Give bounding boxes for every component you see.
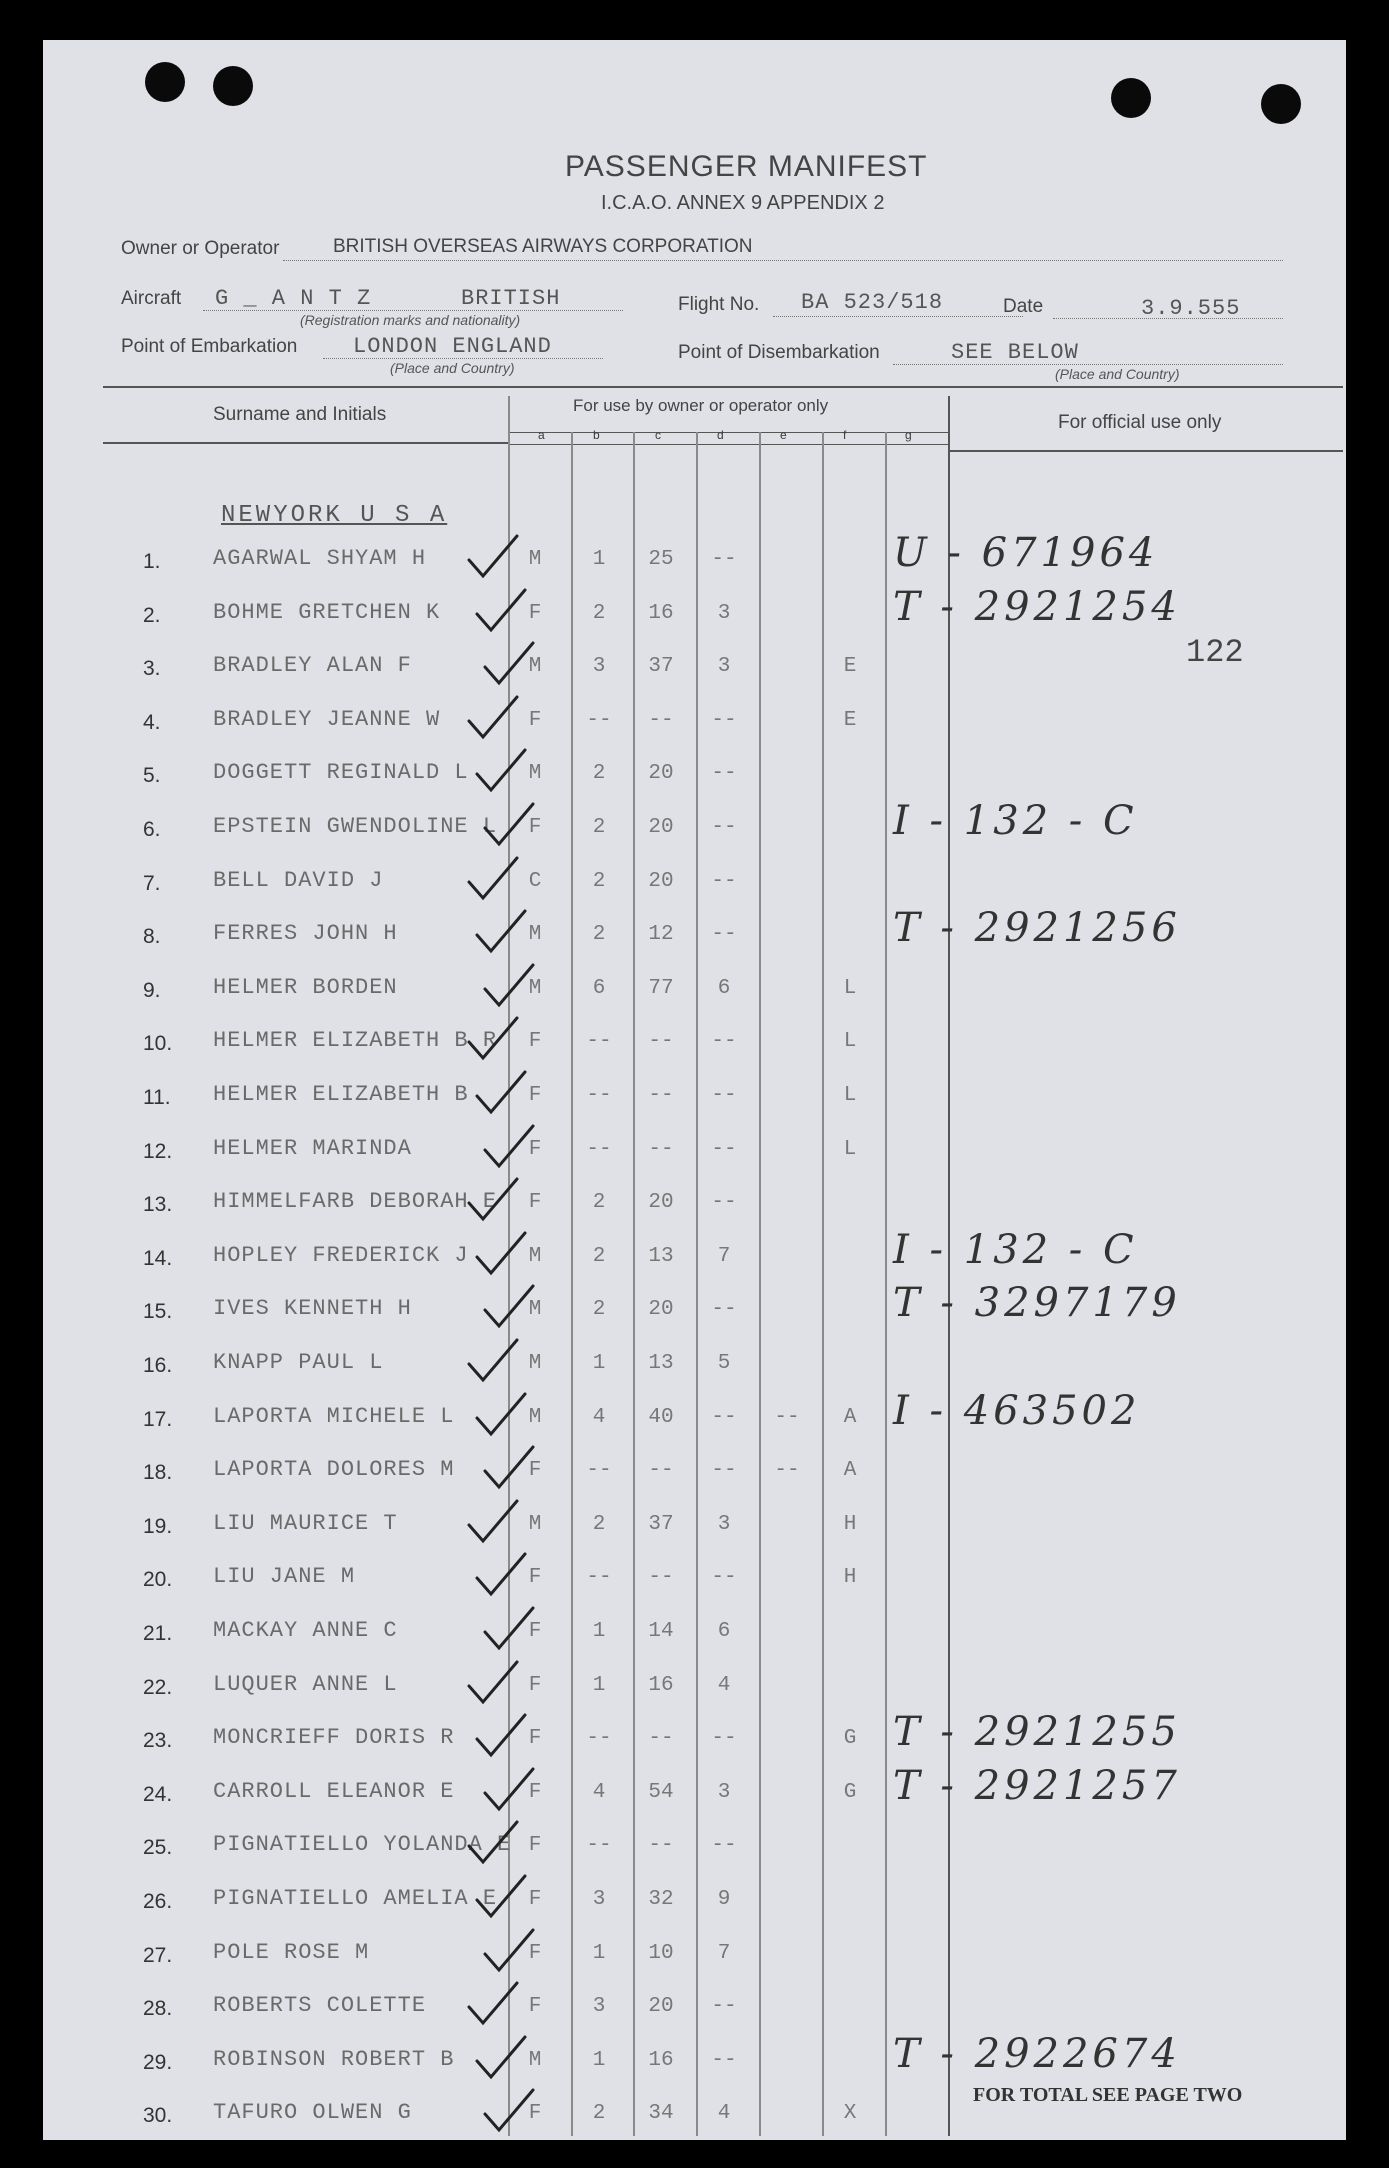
cell-b: 6 xyxy=(592,977,606,1000)
cell-c: 13 xyxy=(648,1245,674,1268)
cell-c: 16 xyxy=(648,1674,674,1697)
cell-c: 34 xyxy=(648,2102,674,2125)
cell-c: 10 xyxy=(648,1942,674,1965)
cell-a: F xyxy=(528,816,542,839)
cell-c: -- xyxy=(648,1566,674,1589)
punch-hole-top-left-2 xyxy=(213,66,253,106)
cell-c: 13 xyxy=(648,1352,674,1375)
passenger-name: DOGGETT REGINALD L xyxy=(213,760,469,785)
sub-col-c: c xyxy=(655,428,661,442)
cell-a: F xyxy=(528,1834,542,1857)
flight-label: Flight No. xyxy=(678,294,760,315)
cell-a: M xyxy=(528,762,542,785)
row-number: 30. xyxy=(143,2104,173,2127)
date-label: Date xyxy=(1003,296,1044,317)
cell-d: -- xyxy=(711,762,737,785)
passenger-name: PIGNATIELLO AMELIA E xyxy=(213,1886,498,1911)
cell-b: -- xyxy=(586,1566,612,1589)
cell-f: E xyxy=(843,655,857,678)
passenger-name: LAPORTA DOLORES M xyxy=(213,1457,455,1482)
row-number: 18. xyxy=(143,1461,173,1484)
cell-c: 16 xyxy=(648,2049,674,2072)
cell-b: 2 xyxy=(592,2102,606,2125)
sub-col-g: g xyxy=(905,428,912,442)
passenger-name: ROBERTS COLETTE xyxy=(213,1993,427,2018)
cell-c: -- xyxy=(648,1459,674,1482)
cell-a: F xyxy=(528,709,542,732)
cell-b: 1 xyxy=(592,548,606,571)
cell-c: 54 xyxy=(648,1781,674,1804)
passenger-name: TAFURO OLWEN G xyxy=(213,2100,412,2125)
cell-a: F xyxy=(528,1674,542,1697)
cell-b: -- xyxy=(586,1030,612,1053)
row-number: 28. xyxy=(143,1997,173,2020)
cell-c: 12 xyxy=(648,923,674,946)
cell-a: M xyxy=(528,1245,542,1268)
row-number: 5. xyxy=(143,764,161,787)
cell-a: M xyxy=(528,2049,542,2072)
passenger-name: BELL DAVID J xyxy=(213,868,384,893)
disembarkation-note: (Place and Country) xyxy=(1055,366,1180,382)
passenger-name: POLE ROSE M xyxy=(213,1940,370,1965)
cell-b: -- xyxy=(586,709,612,732)
aircraft-label: Aircraft xyxy=(121,288,182,309)
col-official-header: For official use only xyxy=(1058,412,1222,433)
cell-a: F xyxy=(528,2102,542,2125)
row-number: 17. xyxy=(143,1408,173,1431)
cell-d: -- xyxy=(711,1834,737,1857)
cell-c: 37 xyxy=(648,655,674,678)
passenger-name: AGARWAL SHYAM H xyxy=(213,546,427,571)
sub-col-d: d xyxy=(717,428,724,442)
cell-b: 2 xyxy=(592,923,606,946)
cell-d: 6 xyxy=(717,977,731,1000)
cell-c: -- xyxy=(648,709,674,732)
sub-col-b: b xyxy=(593,428,600,442)
aircraft-note: (Registration marks and nationality) xyxy=(300,312,521,328)
cell-a: M xyxy=(528,977,542,1000)
check-mark-icon xyxy=(463,854,523,904)
cell-a: M xyxy=(528,1352,542,1375)
passenger-name: LUQUER ANNE L xyxy=(213,1672,398,1697)
cell-f: L xyxy=(843,1138,857,1161)
cell-a: F xyxy=(528,1727,542,1750)
cell-b: 1 xyxy=(592,1352,606,1375)
cell-d: 5 xyxy=(717,1352,731,1375)
cell-b: 3 xyxy=(592,655,606,678)
check-mark-icon xyxy=(463,1336,523,1386)
check-mark-icon xyxy=(463,1818,523,1868)
row-number: 1. xyxy=(143,550,161,573)
cell-d: -- xyxy=(711,709,737,732)
cell-c: 20 xyxy=(648,1995,674,2018)
row-number: 22. xyxy=(143,1676,173,1699)
cell-c: 20 xyxy=(648,1298,674,1321)
cell-a: F xyxy=(528,1566,542,1589)
cell-d: -- xyxy=(711,1566,737,1589)
cell-f: H xyxy=(843,1566,857,1589)
cell-f: A xyxy=(843,1459,857,1482)
cell-d: 3 xyxy=(717,1513,731,1536)
row-number: 26. xyxy=(143,1890,173,1913)
cell-a: M xyxy=(528,1406,542,1429)
sub-col-e: e xyxy=(780,428,787,442)
handwritten-note: T - 2922674 xyxy=(893,2031,1181,2077)
aircraft-registration: G _ A N T Z xyxy=(215,286,372,311)
cell-b: -- xyxy=(586,1834,612,1857)
cell-b: -- xyxy=(586,1727,612,1750)
row-number: 10. xyxy=(143,1032,173,1055)
cell-a: F xyxy=(528,1781,542,1804)
cell-c: 14 xyxy=(648,1620,674,1643)
check-mark-icon xyxy=(463,693,523,743)
flight-value: BA 523/518 xyxy=(801,290,944,315)
disembarkation-label: Point of Disembarkation xyxy=(678,342,880,363)
handwritten-note: T - 2921255 xyxy=(893,1709,1181,1755)
cell-d: -- xyxy=(711,1191,737,1214)
cell-d: -- xyxy=(711,1995,737,2018)
cell-f: X xyxy=(843,2102,857,2125)
row-number: 9. xyxy=(143,979,161,1002)
handwritten-note: T - 2921257 xyxy=(893,1763,1181,1809)
cell-d: -- xyxy=(711,1030,737,1053)
cell-b: 2 xyxy=(592,762,606,785)
handwritten-note: I - 132 - C xyxy=(893,1227,1138,1273)
row-number: 21. xyxy=(143,1622,173,1645)
cell-a: F xyxy=(528,1995,542,2018)
row-number: 12. xyxy=(143,1140,173,1163)
cell-d: -- xyxy=(711,1138,737,1161)
cell-c: 40 xyxy=(648,1406,674,1429)
cell-b: 3 xyxy=(592,1995,606,2018)
cell-b: 1 xyxy=(592,1620,606,1643)
col-owner-header: For use by owner or operator only xyxy=(573,396,829,415)
cell-d: -- xyxy=(711,870,737,893)
cell-d: -- xyxy=(711,1727,737,1750)
row-number: 3. xyxy=(143,657,161,680)
check-mark-icon xyxy=(463,1497,523,1547)
handwritten-note: I - 132 - C xyxy=(893,798,1138,844)
cell-f: H xyxy=(843,1513,857,1536)
cell-b: 2 xyxy=(592,1245,606,1268)
cell-b: 2 xyxy=(592,1298,606,1321)
cell-a: F xyxy=(528,1084,542,1107)
passenger-name: LIU JANE M xyxy=(213,1564,356,1589)
cell-a: M xyxy=(528,548,542,571)
cell-f: G xyxy=(843,1727,857,1750)
passenger-name: MONCRIEFF DORIS R xyxy=(213,1725,455,1750)
check-mark-icon xyxy=(463,1658,523,1708)
cell-f: L xyxy=(843,1084,857,1107)
cell-d: 6 xyxy=(717,1620,731,1643)
cell-d: -- xyxy=(711,548,737,571)
cell-b: 2 xyxy=(592,816,606,839)
cell-f: E xyxy=(843,709,857,732)
cell-d: -- xyxy=(711,816,737,839)
passenger-name: LIU MAURICE T xyxy=(213,1511,398,1536)
cell-a: M xyxy=(528,1513,542,1536)
cell-a: F xyxy=(528,1942,542,1965)
manifest-subtitle: I.C.A.O. ANNEX 9 APPENDIX 2 xyxy=(601,192,885,214)
date-value: 3.9.555 xyxy=(1141,296,1241,321)
cell-c: 20 xyxy=(648,816,674,839)
passenger-name: FERRES JOHN H xyxy=(213,921,398,946)
cell-b: -- xyxy=(586,1138,612,1161)
cell-d: -- xyxy=(711,1298,737,1321)
cell-d: -- xyxy=(711,923,737,946)
cell-d: -- xyxy=(711,2049,737,2072)
handwritten-note: T - 2921256 xyxy=(893,905,1181,951)
cell-a: C xyxy=(528,870,542,893)
cell-c: 77 xyxy=(648,977,674,1000)
cell-b: 4 xyxy=(592,1406,606,1429)
row-number: 16. xyxy=(143,1354,173,1377)
cell-d: 3 xyxy=(717,655,731,678)
cell-d: 4 xyxy=(717,1674,731,1697)
check-mark-icon xyxy=(463,1979,523,2029)
owner-label: Owner or Operator xyxy=(121,238,280,259)
cell-a: M xyxy=(528,923,542,946)
passenger-name: PIGNATIELLO YOLANDA E xyxy=(213,1832,512,1857)
cell-d: 3 xyxy=(717,602,731,625)
cell-b: 1 xyxy=(592,1674,606,1697)
check-mark-icon xyxy=(463,1175,523,1225)
row-number: 2. xyxy=(143,604,161,627)
passenger-name: MACKAY ANNE C xyxy=(213,1618,398,1643)
cell-a: F xyxy=(528,1459,542,1482)
cell-c: -- xyxy=(648,1834,674,1857)
handwritten-note: T - 3297179 xyxy=(893,1280,1181,1326)
row-number: 15. xyxy=(143,1300,173,1323)
passenger-name: KNAPP PAUL L xyxy=(213,1350,384,1375)
cell-b: 2 xyxy=(592,1513,606,1536)
passenger-name: BOHME GRETCHEN K xyxy=(213,600,441,625)
cell-d: -- xyxy=(711,1084,737,1107)
cell-c: 20 xyxy=(648,870,674,893)
passenger-name: BRADLEY JEANNE W xyxy=(213,707,441,732)
row-number: 7. xyxy=(143,872,161,895)
cell-a: F xyxy=(528,1620,542,1643)
cell-d: -- xyxy=(711,1459,737,1482)
embarkation-value: LONDON ENGLAND xyxy=(353,334,552,359)
cell-a: M xyxy=(528,655,542,678)
cell-d: 4 xyxy=(717,2102,731,2125)
cell-a: F xyxy=(528,602,542,625)
row-number: 8. xyxy=(143,925,161,948)
cell-b: 1 xyxy=(592,1942,606,1965)
cell-b: 2 xyxy=(592,1191,606,1214)
passenger-name: HOPLEY FREDERICK J xyxy=(213,1243,469,1268)
cell-b: -- xyxy=(586,1084,612,1107)
sub-col-f: f xyxy=(843,428,847,442)
passenger-name: HELMER MARINDA xyxy=(213,1136,412,1161)
cell-b: 2 xyxy=(592,870,606,893)
passenger-name: BRADLEY ALAN F xyxy=(213,653,412,678)
row-number: 11. xyxy=(143,1086,171,1109)
cell-c: 20 xyxy=(648,1191,674,1214)
punch-hole-top-right-2 xyxy=(1261,84,1301,124)
manifest-title: PASSENGER MANIFEST xyxy=(565,150,928,183)
passenger-name: HELMER ELIZABETH B R xyxy=(213,1028,498,1053)
passenger-name: HIMMELFARB DEBORAH E xyxy=(213,1189,498,1214)
cell-e: -- xyxy=(774,1459,800,1482)
manifest-sheet xyxy=(43,40,1346,2140)
passenger-name: ROBINSON ROBERT B xyxy=(213,2047,455,2072)
cell-c: 32 xyxy=(648,1888,674,1911)
cell-b: 3 xyxy=(592,1888,606,1911)
passenger-name: EPSTEIN GWENDOLINE L xyxy=(213,814,498,839)
cell-c: -- xyxy=(648,1138,674,1161)
cell-b: 1 xyxy=(592,2049,606,2072)
handwritten-note: I - 463502 xyxy=(893,1388,1141,1434)
col-surname-header: Surname and Initials xyxy=(213,404,387,425)
row-number: 13. xyxy=(143,1193,173,1216)
cell-d: 7 xyxy=(717,1942,731,1965)
row-number: 6. xyxy=(143,818,161,841)
cell-a: F xyxy=(528,1191,542,1214)
passenger-name: HELMER BORDEN xyxy=(213,975,398,1000)
row-number: 4. xyxy=(143,711,161,734)
cell-b: 4 xyxy=(592,1781,606,1804)
row-number: 19. xyxy=(143,1515,173,1538)
aircraft-nationality: BRITISH xyxy=(461,286,561,311)
cell-a: F xyxy=(528,1030,542,1053)
destination-heading: NEWYORK U S A xyxy=(221,502,448,529)
cell-f: L xyxy=(843,1030,857,1053)
row-number: 27. xyxy=(143,1944,173,1967)
disembarkation-value: SEE BELOW xyxy=(951,340,1079,365)
cell-c: -- xyxy=(648,1084,674,1107)
cell-e: -- xyxy=(774,1406,800,1429)
row-number: 25. xyxy=(143,1836,173,1859)
cell-f: L xyxy=(843,977,857,1000)
cell-a: M xyxy=(528,1298,542,1321)
cell-d: 3 xyxy=(717,1781,731,1804)
sub-col-a: a xyxy=(538,428,545,442)
row-number: 29. xyxy=(143,2051,173,2074)
cell-b: 2 xyxy=(592,602,606,625)
handwritten-note: U - 671964 xyxy=(893,530,1159,576)
cell-f: A xyxy=(843,1406,857,1429)
cell-d: -- xyxy=(711,1406,737,1429)
row-number: 14. xyxy=(143,1247,173,1270)
cell-d: 9 xyxy=(717,1888,731,1911)
handwritten-note: T - 2921254 xyxy=(893,584,1181,630)
cell-c: 25 xyxy=(648,548,674,571)
cell-c: 37 xyxy=(648,1513,674,1536)
cell-d: 7 xyxy=(717,1245,731,1268)
owner-value: BRITISH OVERSEAS AIRWAYS CORPORATION xyxy=(333,236,753,257)
cell-c: -- xyxy=(648,1727,674,1750)
cell-c: -- xyxy=(648,1030,674,1053)
cell-a: F xyxy=(528,1138,542,1161)
passenger-name: CARROLL ELEANOR E xyxy=(213,1779,455,1804)
page-number: 122 xyxy=(1186,634,1244,671)
check-mark-icon xyxy=(463,532,523,582)
passenger-name: HELMER ELIZABETH B xyxy=(213,1082,469,1107)
embarkation-note: (Place and Country) xyxy=(390,360,515,376)
row-number: 20. xyxy=(143,1568,173,1591)
cell-b: -- xyxy=(586,1459,612,1482)
punch-hole-top-right xyxy=(1111,78,1151,118)
embarkation-label: Point of Embarkation xyxy=(121,336,298,357)
cell-c: 16 xyxy=(648,602,674,625)
row-number: 24. xyxy=(143,1783,173,1806)
passenger-name: LAPORTA MICHELE L xyxy=(213,1404,455,1429)
cell-c: 20 xyxy=(648,762,674,785)
row-number: 23. xyxy=(143,1729,173,1752)
check-mark-icon xyxy=(463,1014,523,1064)
footer-note: FOR TOTAL SEE PAGE TWO xyxy=(973,2084,1243,2106)
passenger-name: IVES KENNETH H xyxy=(213,1296,412,1321)
punch-hole-top-left xyxy=(145,62,185,102)
cell-f: G xyxy=(843,1781,857,1804)
cell-a: F xyxy=(528,1888,542,1911)
